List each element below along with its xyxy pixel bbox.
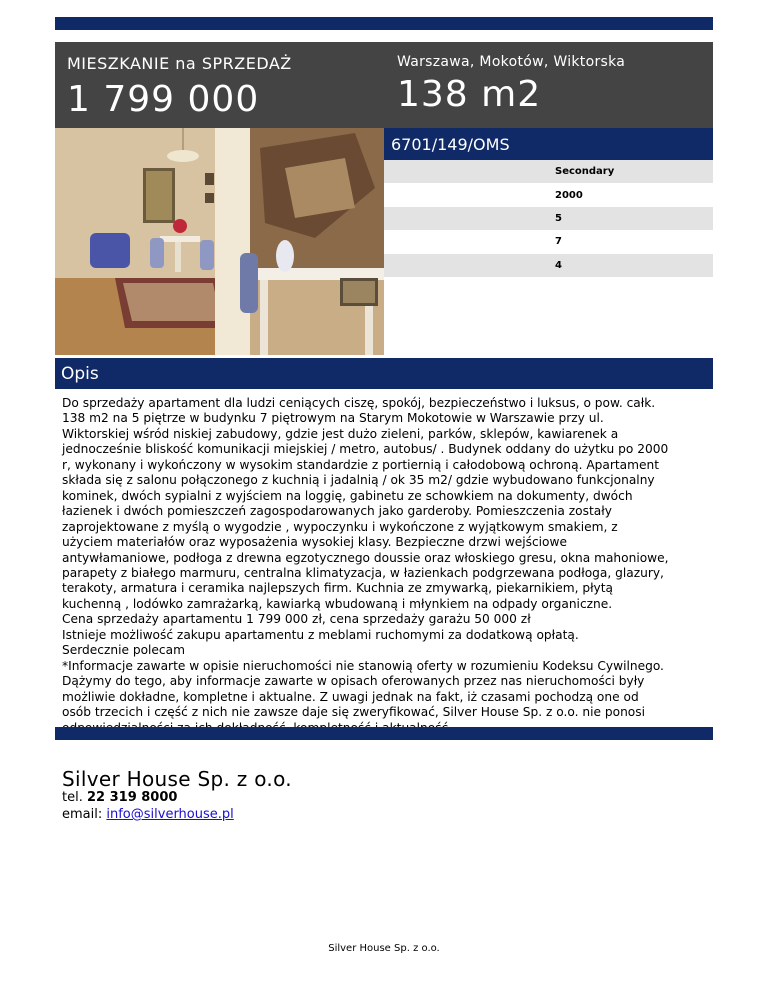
details-row: Secondary (384, 160, 713, 183)
email-link[interactable]: info@silverhouse.pl (106, 807, 234, 822)
description-heading: Opis (61, 364, 99, 384)
company-name: Silver House Sp. z o.o. (62, 767, 292, 791)
listing-area: 138 m2 (397, 74, 542, 115)
phone-number: 22 319 8000 (86, 790, 178, 805)
reference-number-bar (384, 128, 713, 160)
reference-number: 6701/149/OMS (391, 135, 510, 154)
details-table (384, 160, 713, 277)
description-heading-bar (55, 358, 713, 389)
details-row: 5 (384, 207, 713, 230)
footer-text: Silver House Sp. z o.o. (328, 943, 440, 954)
listing-price: 1 799 000 (67, 79, 260, 120)
listing-location: Warszawa, Mokotów, Wiktorska (397, 54, 626, 70)
details-row: 2000 (384, 183, 713, 206)
email-label: email: (62, 807, 103, 822)
top-accent-bar (55, 17, 713, 30)
details-row: 7 (384, 230, 713, 253)
details-row: 4 (384, 254, 713, 277)
phone-label: tel. (62, 790, 83, 805)
listing-type: MIESZKANIE na SPRZEDAŻ (67, 54, 292, 73)
bottom-accent-bar (55, 727, 713, 740)
email-line (62, 807, 234, 822)
description-text: Do sprzedaży apartament dla ludzi ceniących ciszę, spokój, bezpieczeństwo i luksus, o pow. całk. 138 m2 na 5 piętrze w budynku 7 piętrowym na Starym Mokotowie w Warszawie przy ul. Wiktorskiej wśród niskiej zabudowy, gdzie jest dużo zieleni, parków, sklepów, kawiarenek a jednocześnie bliskość komunikacji miejskiej / metro, autobus/ . Budynek oddany do użytku po 2000 r, wykonany i wykończony w wysokim standardzie z portiernią i całodobową ochroną. Apartament składa się z salonu połączonego z kuchnią i jadalnią / ok 35 m2/ gdzie wybudowano funkcjonalny kominek, dwóch sypialni z wyjściem na loggię, gabinetu ze schowkiem na dokumenty, dwóch łazienek i dwóch pomieszczeń zagospodarowanych jako garderoby. Pomieszczenia zostały zaprojektowane z myślą o wygodzie , wypoczynku i wykończone z wyjątkowym smakiem, z użyciem materiałów oraz wyposażenia wysokiej klasy. Bezpieczne drzwi wejściowe antywłamaniowe, podłoga z drewna egzotycznego doussie oraz włoskiego gresu, okna mahoniowe, parapety z białego marmuru, centralna klimatyzacja, w łazienkach podgrzewana podłoga, glazury, terakoty, armatura i ceramika najlepszych firm. Kuchnia ze zmywarką, piekarnikiem, płytą kuchenną , lodówko zamrażarką, kawiarką wbudowaną i młynkiem na odpady organiczne. Cena sprzedaży apartamentu 1 799 000 zł, cena sprzedaży garażu 50 000 zł Istnieje możliwość zakupu apartamentu z meblami ruchomymi za dodatkową opłatą. Serdecznie polecam *Informacje zawarte w opisie nieruchomości nie stanowią oferty w rozumieniu Kodeksu Cywilnego. Dążymy do tego, aby informacje zawarte w opisach oferowanych przez nas nieruchomości były możliwie dokładne, kompletne i aktualne. Z uwagi jednak na fakt, iż czasami pochodzą one od osób trzecich i część z nich nie zawsze daje się zweryfikować, Silver House Sp. z o.o. nie ponosi (62, 396, 669, 720)
property-photo (55, 128, 384, 355)
listing-header (55, 42, 713, 128)
phone-line (62, 790, 177, 805)
